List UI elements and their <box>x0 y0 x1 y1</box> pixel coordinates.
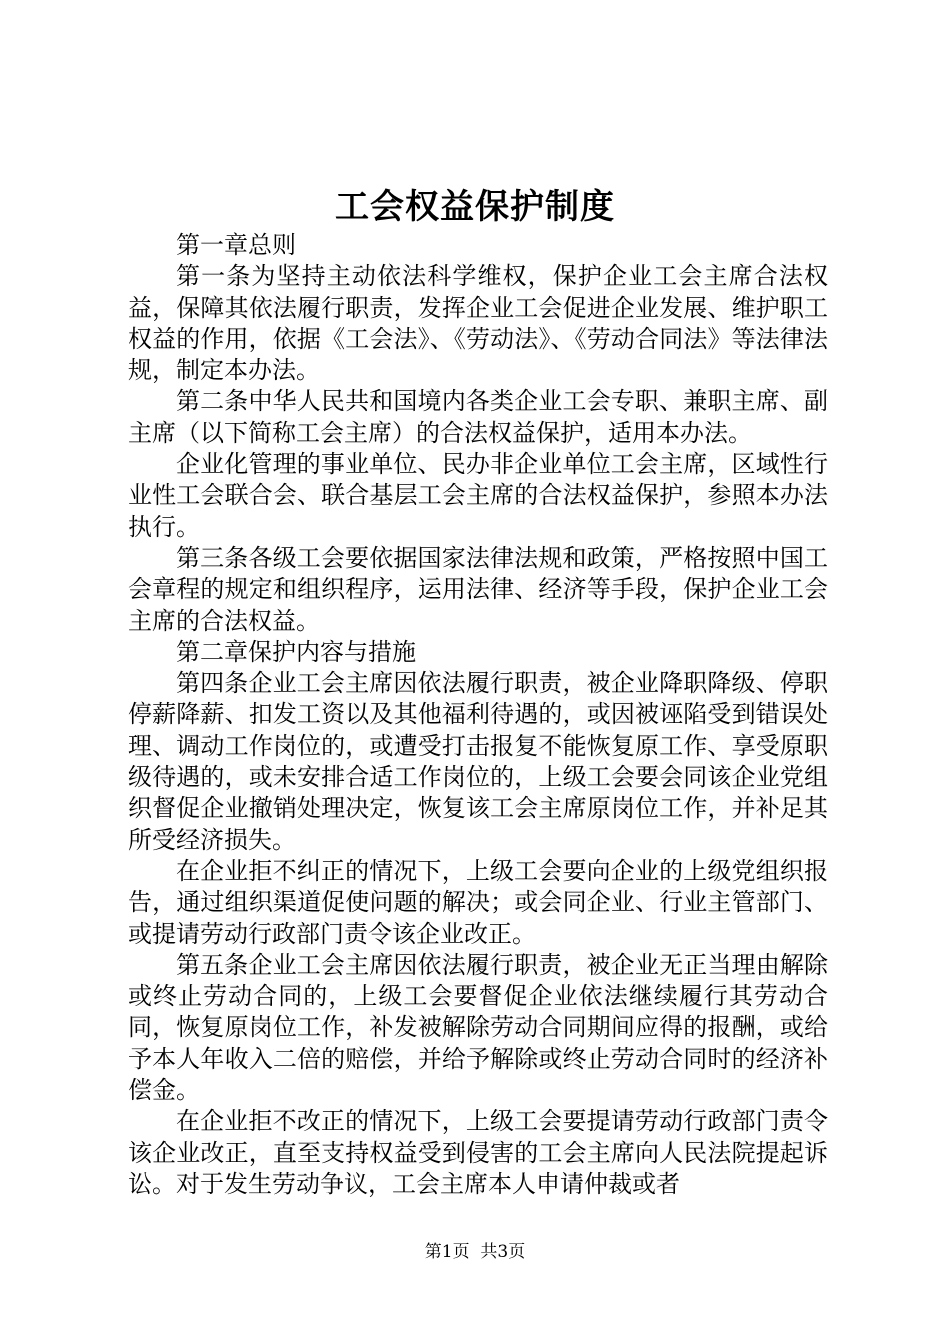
page-footer <box>0 1240 950 1264</box>
document-title: 工会权益保护制度 <box>335 187 615 227</box>
paragraph: 第二条中华人民共和国境内各类企业工会专职、兼职主席、副主席（以下简称工会主席）的合法权益保护，适用本办法。 <box>128 387 828 447</box>
page-number: 第1页 <box>424 1242 470 1262</box>
paragraph: 第五条企业工会主席因依法履行职责，被企业无正当理由解除或终止劳动合同的，上级工会要督促企业依法继续履行其劳动合同，恢复原岗位工作，补发被解除劳动合同期间应得的报酬，或给予本人年收入二倍的赔偿，并给予解除或终止劳动合同时的经济补偿金。 <box>128 950 828 1105</box>
paragraph: 第三条各级工会要依据国家法律法规和政策，严格按照中国工会章程的规定和组织程序，运用法律、经济等手段，保护企业工会主席的合法权益。 <box>128 543 828 635</box>
paragraph: 在企业拒不改正的情况下，上级工会要提请劳动行政部门责令该企业改正，直至支持权益受到侵害的工会主席向人民法院提起诉讼。对于发生劳动争议，工会主席本人申请仲裁或者 <box>128 1107 828 1198</box>
chapter-heading: 第二章保护内容与措施 <box>176 637 416 666</box>
paragraph: 企业化管理的事业单位、民办非企业单位工会主席，区域性行业性工会联合会、联合基层工会主席的合法权益保护，参照本办法执行。 <box>128 450 828 541</box>
page-total: 共3页 <box>480 1242 526 1262</box>
chapter-heading: 第一章总则 <box>176 231 296 259</box>
paragraph: 在企业拒不纠正的情况下，上级工会要向企业的上级党组织报告，通过组织渠道促使问题的解决；或会同企业、行业主管部门、或提请劳动行政部门责令该企业改正。 <box>128 856 828 948</box>
document-body <box>128 230 828 1200</box>
paragraph: 第一条为坚持主动依法科学维权，保护企业工会主席合法权益，保障其依法履行职责，发挥企业工会促进企业发展、维护职工权益的作用，依据《工会法》、《劳动法》、《劳动合同法》等法律法规，制定本办法。 <box>128 262 828 385</box>
paragraph: 第四条企业工会主席因依法履行职责，被企业降职降级、停职停薪降薪、扣发工资以及其他福利待遇的，或因被诬陷受到错误处理、调动工作岗位的，或遭受打击报复不能恢复原工作、享受原职级待遇的，或未安排合适工作岗位的，上级工会要会同该企业党组织督促企业撤销处理决定，恢复该工会主席原岗位工作，并补足其所受经济损失。 <box>128 669 828 854</box>
